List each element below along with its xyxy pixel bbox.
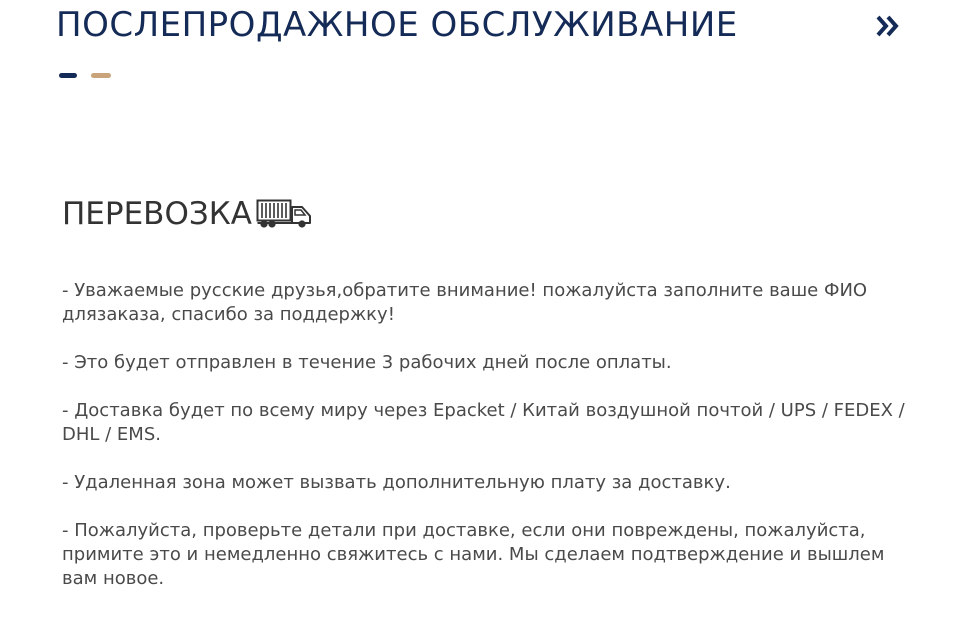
- paragraph: - Пожалуйста, проверьте детали при доставке, если они повреждены, пожалуйста, примите это и немедленно свяжитесь с нами. Мы сделаем подтверждение и вышлем вам новое.: [62, 520, 885, 589]
- section-title: ПЕРЕВОЗКА: [62, 196, 252, 232]
- paragraph: - Доставка будет по всему миру через Epacket / Китай воздушной почтой / UPS / FEDEX / DHL / EMS.: [62, 400, 905, 445]
- pagination-dot-active[interactable]: [59, 73, 77, 78]
- shipping-info: [62, 279, 910, 615]
- truck-icon: [256, 199, 312, 229]
- paragraph: - Удаленная зона может вызвать дополнительную плату за доставку.: [62, 472, 731, 493]
- pagination-dot[interactable]: [91, 73, 111, 78]
- page-title: ПОСЛЕПРОДАЖНОЕ ОБСЛУЖИВАНИЕ: [56, 5, 738, 45]
- paragraph: - Уважаемые русские друзья,обратите внимание! пожалуйста заполните ваше ФИО длязаказа, спасибо за поддержку!: [62, 280, 868, 325]
- next-button[interactable]: [872, 10, 904, 42]
- paragraph: - Это будет отправлен в течение 3 рабочих дней после оплаты.: [62, 352, 672, 373]
- double-chevron-right-icon: [872, 10, 904, 42]
